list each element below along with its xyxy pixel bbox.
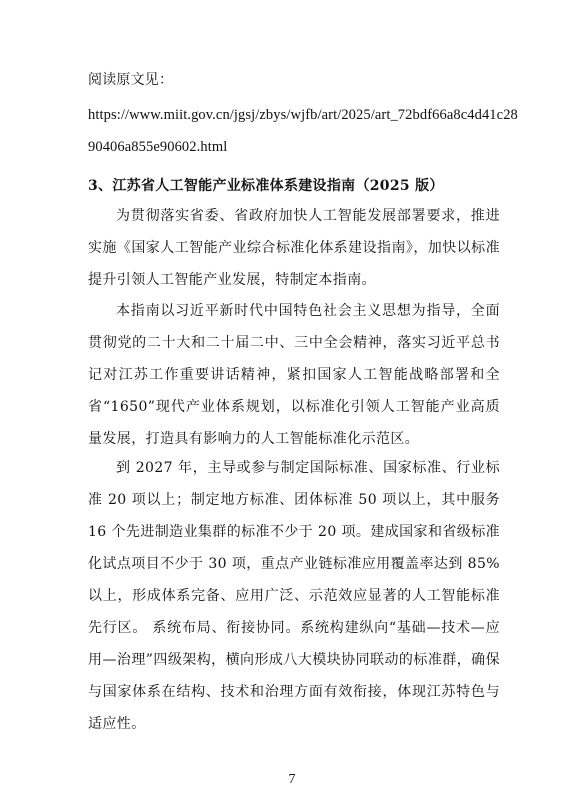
- section-heading: 3、江苏省人工智能产业标准体系建设指南（2025 版）: [88, 178, 444, 194]
- source-url-line-1[interactable]: https://www.miit.gov.cn/jgsj/zbys/wjfb/art/2025/art_72bdf66a8c4d41c28: [88, 107, 518, 123]
- read-original-label: 阅读原文见：: [88, 72, 174, 88]
- page-number: 7: [288, 772, 296, 787]
- paragraph-guiding-principles: 本指南以习近平新时代中国特色社会主义思想为指导，全面贯彻党的二十大和二十届二中、三中全会精神，落实习近平总书记对江苏工作重要讲话精神，紧扣国家人工智能战略部署和全省“1650”现代产业体系规划，以标准化引领人工智能产业高质量发展，打造具有影响力的人工智能标准化示范区。: [88, 303, 500, 447]
- paragraph-targets: 到 2027 年，主导或参与制定国际标准、国家标准、行业标准 20 项以上；制定地方标准、团体标准 50 项以上，其中服务 16 个先进制造业集群的标准不少于 20 项。建成国家和省级标准化试点项目不少于 30 项，重点产业链标准应用覆盖率达到 85%以上，形成体系完备、应用广泛、示范效应显著的人工智能标准先行区。 系统布局、衔接协同。系统构建纵向“基础—技术—应用—治理”四级架构，横向形成八大模块协同联动的标准群，确保与国家体系在结构、技术和治理方面有效衔接，体现江苏特色与适应性。: [88, 460, 500, 732]
- source-url-line-2[interactable]: 90406a855e90602.html: [88, 139, 228, 155]
- paragraph-purpose: 为贯彻落实省委、省政府加快人工智能发展部署要求，推进实施《国家人工智能产业综合标准化体系建设指南》，加快以标准提升引领人工智能产业发展，特制定本指南。: [88, 208, 500, 288]
